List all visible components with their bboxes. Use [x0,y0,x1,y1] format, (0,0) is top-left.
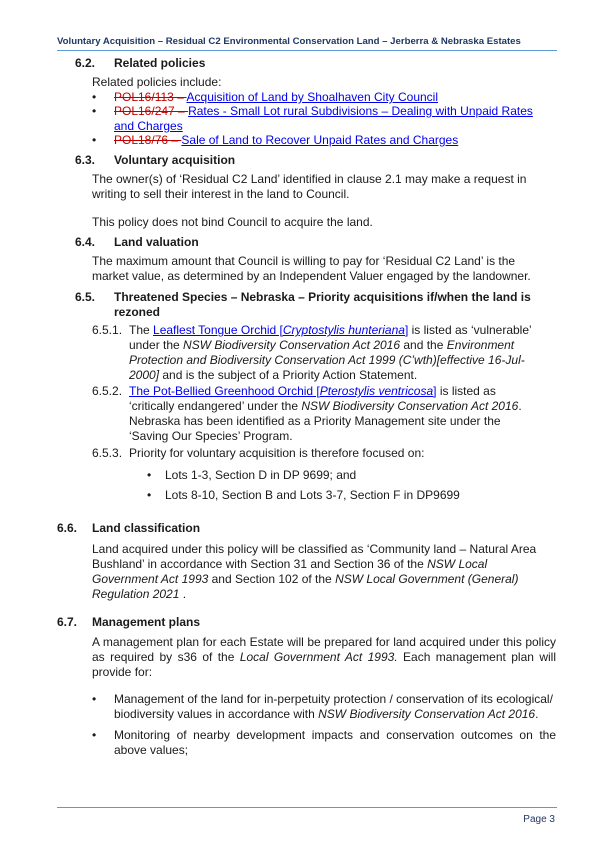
bullet-icon: • [92,133,97,147]
subsection-number: 6.5.2. [92,384,123,398]
section-heading [114,290,554,320]
section-number: 6.5. [75,290,96,304]
paragraph: Priority for voluntary acquisition is therefore focused on: [129,446,425,460]
section-number: 6.2. [75,56,96,70]
section-heading: Management plans [92,615,201,629]
section-number: 6.6. [57,521,78,535]
section-number: 6.7. [57,615,78,629]
heading-line: rezoned [114,305,161,319]
paragraph: The owner(s) of ‘Residual C2 Land’ identified in clause 2.1 may make a request in writing to sell their interest in the land to Council. [92,172,527,201]
policy-code: POL16/113 – [114,90,187,104]
paragraph: A management plan for each Estate will be prepared for land acquired under this policy as required by s36 of the Local Government Act 1993. Each management plan will provide for: [92,635,556,679]
list-item: Lots 1-3, Section D in DP 9699; and [165,468,357,482]
policy-link[interactable]: Rates - Small Lot rural Subdivisions – Dealing with Unpaid Rates and Charges [114,104,533,133]
paragraph: The Pot-Bellied Greenhood Orchid [Pterostylis ventricosa] is listed as ‘critically endangered’ under the NSW Biodiversity Conservation Act 2016. Nebraska has been identified as a Priority Management site under the ‘Saving Our Species’ Program. [129,384,522,443]
list-item: Management of the land for in-perpetuity protection / conservation of its ecological/ biodiversity values in accordance with NSW Biodiversity Conservation Act 2016. [114,692,553,721]
section-heading: Related policies [114,56,206,70]
paragraph: The Leaflest Tongue Orchid [Cryptostylis hunteriana] is listed as ‘vulnerable’ under the NSW Biodiversity Conservation Act 2016 and the Environment Protection and Biodiversity Conservation Act 1999 (C’wth)[effective 16-Jul-2000] and is the subject of a Priority Action Statement. [129,323,532,382]
policy-link-item[interactable] [114,133,544,148]
subsection-number: 6.5.3. [92,446,123,460]
heading-line: Threatened Species – Nebraska – Priority acquisitions if/when the land is [114,290,531,304]
bullet-icon: • [92,90,97,104]
bullet-icon: • [92,692,97,706]
bullet-icon: • [92,104,97,118]
bullet-icon: • [92,728,97,742]
header-rule [57,50,557,51]
bullet-icon: • [147,468,152,482]
policy-link-item[interactable] [114,90,544,105]
policy-link-item[interactable] [114,104,546,134]
bullet-icon: • [147,488,152,502]
policy-link[interactable]: Sale of Land to Recover Unpaid Rates and Charges [181,133,459,147]
subsection-number: 6.5.1. [92,323,123,337]
policy-code: POL18/76 – [114,133,182,147]
section-heading: Land valuation [114,235,199,249]
section-heading: Land classification [92,521,201,535]
page-header: Voluntary Acquisition – Residual C2 Environmental Conservation Land – Jerberra & Nebraska Estates [57,36,521,47]
species-link[interactable]: Leaflest Tongue Orchid [Cryptostylis hunteriana] [153,323,409,337]
section-heading: Voluntary acquisition [114,153,236,167]
section-number: 6.3. [75,153,96,167]
species-link[interactable]: The Pot-Bellied Greenhood Orchid [Pterostylis ventricosa] [129,384,437,398]
intro-text: Related policies include: [92,75,222,89]
policy-code: POL16/247 – [114,104,189,118]
list-item: Lots 8-10, Section B and Lots 3-7, Section F in DP9699 [165,488,460,502]
section-number: 6.4. [75,235,96,249]
policy-link[interactable]: Acquisition of Land by Shoalhaven City Council [186,90,438,104]
list-item: Monitoring of nearby development impacts and conservation outcomes on the above values; [114,728,556,757]
paragraph: Land acquired under this policy will be classified as ‘Community land – Natural Area Bushland’ in accordance with Section 31 and Section 36 of the NSW Local Government Act 1993 and Section 102 of the NSW Local Government (General) Regulation 2021 . [92,542,537,601]
paragraph: The maximum amount that Council is willing to pay for ‘Residual C2 Land’ is the market value, as determined by an Independent Valuer engaged by the landowner. [92,254,531,283]
footer-rule [57,807,557,808]
page-number: Page 3 [523,814,555,825]
paragraph: This policy does not bind Council to acquire the land. [92,215,373,229]
